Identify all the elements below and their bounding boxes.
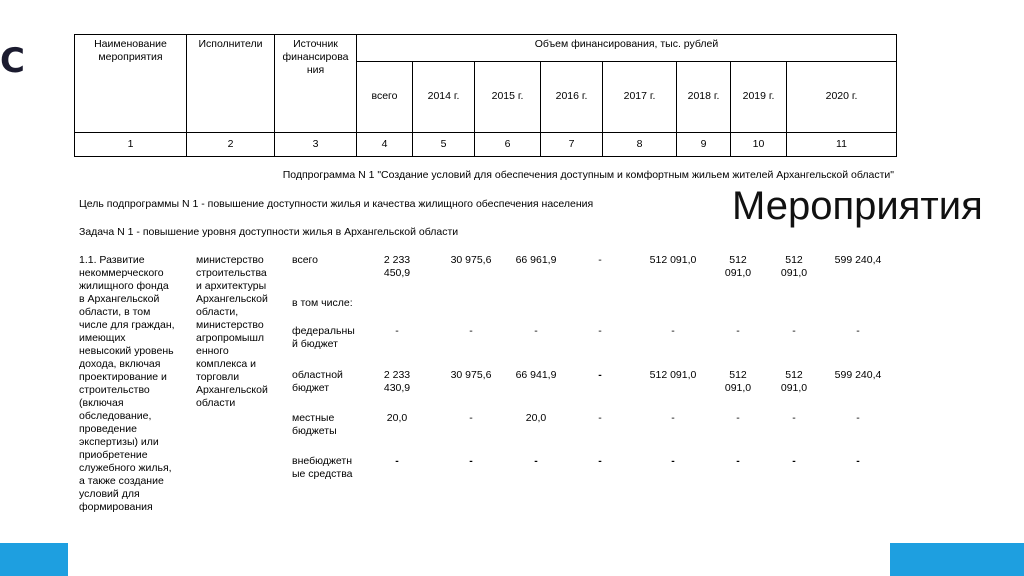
funding-source: всего xyxy=(292,254,318,266)
funding-value: - xyxy=(792,455,796,467)
header-executors: Исполнители xyxy=(187,35,275,133)
funding-value: - xyxy=(856,455,860,467)
funding-value: 599 240,4 xyxy=(834,254,882,266)
accent-bar-left xyxy=(0,543,68,576)
accent-bar-right xyxy=(888,543,1024,576)
activity-line: строительство xyxy=(79,384,150,396)
funding-value: 2 233 450,9 xyxy=(383,254,411,279)
activity-line: имеющих xyxy=(79,332,126,344)
funding-value: - xyxy=(534,325,538,337)
funding-value: - xyxy=(469,325,473,337)
funding-value: 599 240,4 xyxy=(834,369,882,381)
funding-value xyxy=(630,297,716,310)
activity-line: приобретение xyxy=(79,449,148,461)
column-number-4: 4 xyxy=(357,133,413,157)
funding-value: 512 091,0 xyxy=(724,254,752,279)
funding-value: - xyxy=(736,412,740,424)
logo-fragment: С xyxy=(0,41,25,81)
header-funding-volume: Объем финансирования, тыс. рублей xyxy=(357,35,897,62)
activity-line: экспертизы) или xyxy=(79,436,159,448)
document-page xyxy=(68,0,894,576)
executor-line: агропромышл xyxy=(196,332,265,344)
column-number-11: 11 xyxy=(787,133,897,157)
funding-value: - xyxy=(856,412,860,424)
column-number-6: 6 xyxy=(475,133,541,157)
funding-value: - xyxy=(792,412,796,424)
activity-line: а также создание xyxy=(79,475,164,487)
funding-value: - xyxy=(736,455,740,467)
subprogram-task: Задача N 1 - повышение уровня доступности жилья в Архангельской области xyxy=(79,226,459,238)
activity-line: формирования xyxy=(79,501,153,513)
funding-value: - xyxy=(598,412,602,424)
funding-value: - xyxy=(469,455,473,467)
executor-line: министерство xyxy=(196,319,264,331)
header-year-7: 2020 г. xyxy=(787,62,897,133)
funding-value: 30 975,6 xyxy=(450,254,492,266)
executor-line: Архангельской xyxy=(196,293,268,305)
activity-line: служебного жилья, xyxy=(79,462,172,474)
funding-value: 512 091,0 xyxy=(649,369,697,381)
funding-value: 512 091,0 xyxy=(649,254,697,266)
executor-line: торговли xyxy=(196,371,240,383)
activity-line: дохода, включая xyxy=(79,358,161,370)
funding-value xyxy=(372,297,422,310)
funding-value: - xyxy=(792,325,796,337)
slide-title: Мероприятия xyxy=(732,184,983,228)
header-year-5: 2018 г. xyxy=(677,62,731,133)
funding-value: - xyxy=(671,455,675,467)
executor-line: комплекса и xyxy=(196,358,257,370)
activity-line: условий для xyxy=(79,488,140,500)
header-year-2: 2015 г. xyxy=(475,62,541,133)
activity-line: 1.1. Развитие xyxy=(79,254,145,266)
activity-line: (включая xyxy=(79,397,124,409)
column-number-10: 10 xyxy=(731,133,787,157)
funding-value: - xyxy=(469,412,473,424)
executor-line: Архангельской xyxy=(196,384,268,396)
funding-value: 512 091,0 xyxy=(780,254,808,279)
executor-line: области xyxy=(196,397,236,409)
column-number-9: 9 xyxy=(677,133,731,157)
funding-value: 30 975,6 xyxy=(450,369,492,381)
subprogram-goal: Цель подпрограммы N 1 - повышение доступности жилья и качества жилищного обеспечения населения xyxy=(79,198,594,210)
header-year-0: всего xyxy=(357,62,413,133)
activity-line: невысокий уровень xyxy=(79,345,174,357)
funding-value: - xyxy=(598,325,602,337)
funding-source: федеральны й бюджет xyxy=(292,325,355,350)
executor-line: области, xyxy=(196,306,239,318)
header-year-4: 2017 г. xyxy=(603,62,677,133)
funding-value: - xyxy=(671,325,675,337)
funding-value: - xyxy=(598,254,602,266)
funding-value: 512 091,0 xyxy=(780,369,808,394)
funding-value: 66 961,9 xyxy=(515,254,557,266)
subprogram-title: Подпрограмма N 1 "Создание условий для обеспечения доступным и комфортным жильем жителей Архангельской области" xyxy=(282,169,894,181)
funding-value: 66 941,9 xyxy=(515,369,557,381)
funding-value xyxy=(435,297,507,310)
header-year-3: 2016 г. xyxy=(541,62,603,133)
activity-executors xyxy=(196,254,286,410)
activity-line: числе для граждан, xyxy=(79,319,175,331)
funding-value: 20,0 xyxy=(525,412,547,424)
funding-value: - xyxy=(395,455,399,467)
header-year-1: 2014 г. xyxy=(413,62,475,133)
executor-line: строительства xyxy=(196,267,267,279)
funding-value: - xyxy=(598,369,602,381)
header-year-6: 2019 г. xyxy=(731,62,787,133)
executor-line: енного xyxy=(196,345,229,357)
funding-value: - xyxy=(395,325,399,337)
column-number-3: 3 xyxy=(275,133,357,157)
activity-description xyxy=(79,254,191,514)
activity-line: обследование, xyxy=(79,410,152,422)
header-funding-source: Источник финансирова ния xyxy=(275,35,357,133)
funding-value xyxy=(710,297,766,310)
activity-line: жилищного фонда xyxy=(79,280,169,292)
funding-source: областной бюджет xyxy=(292,369,343,394)
executor-line: и архитектуры xyxy=(196,280,267,292)
activity-line: области, в том xyxy=(79,306,151,318)
funding-value xyxy=(822,297,894,310)
funding-value: - xyxy=(736,325,740,337)
funding-value: - xyxy=(671,412,675,424)
header-activity-name: Наименование мероприятия xyxy=(75,35,187,133)
column-number-8: 8 xyxy=(603,133,677,157)
funding-value: - xyxy=(598,455,602,467)
funding-value: 2 233 430,9 xyxy=(383,369,411,394)
funding-value xyxy=(570,297,630,310)
funding-source: в том числе: xyxy=(292,297,353,309)
activity-line: проведение xyxy=(79,423,137,435)
funding-value: - xyxy=(534,455,538,467)
activity-line: проектирование и xyxy=(79,371,167,383)
column-number-7: 7 xyxy=(541,133,603,157)
column-number-1: 1 xyxy=(75,133,187,157)
funding-source: внебюджетн ые средства xyxy=(292,455,353,480)
executor-line: министерство xyxy=(196,254,264,266)
funding-value: 512 091,0 xyxy=(724,369,752,394)
column-number-5: 5 xyxy=(413,133,475,157)
funding-value: - xyxy=(856,325,860,337)
activity-line: некоммерческого xyxy=(79,267,164,279)
activity-line: в Архангельской xyxy=(79,293,160,305)
funding-value: 20,0 xyxy=(386,412,408,424)
funding-value xyxy=(766,297,822,310)
funding-source: местные бюджеты xyxy=(292,412,337,437)
column-number-2: 2 xyxy=(187,133,275,157)
funding-table-header xyxy=(74,34,897,157)
funding-value xyxy=(501,297,571,310)
